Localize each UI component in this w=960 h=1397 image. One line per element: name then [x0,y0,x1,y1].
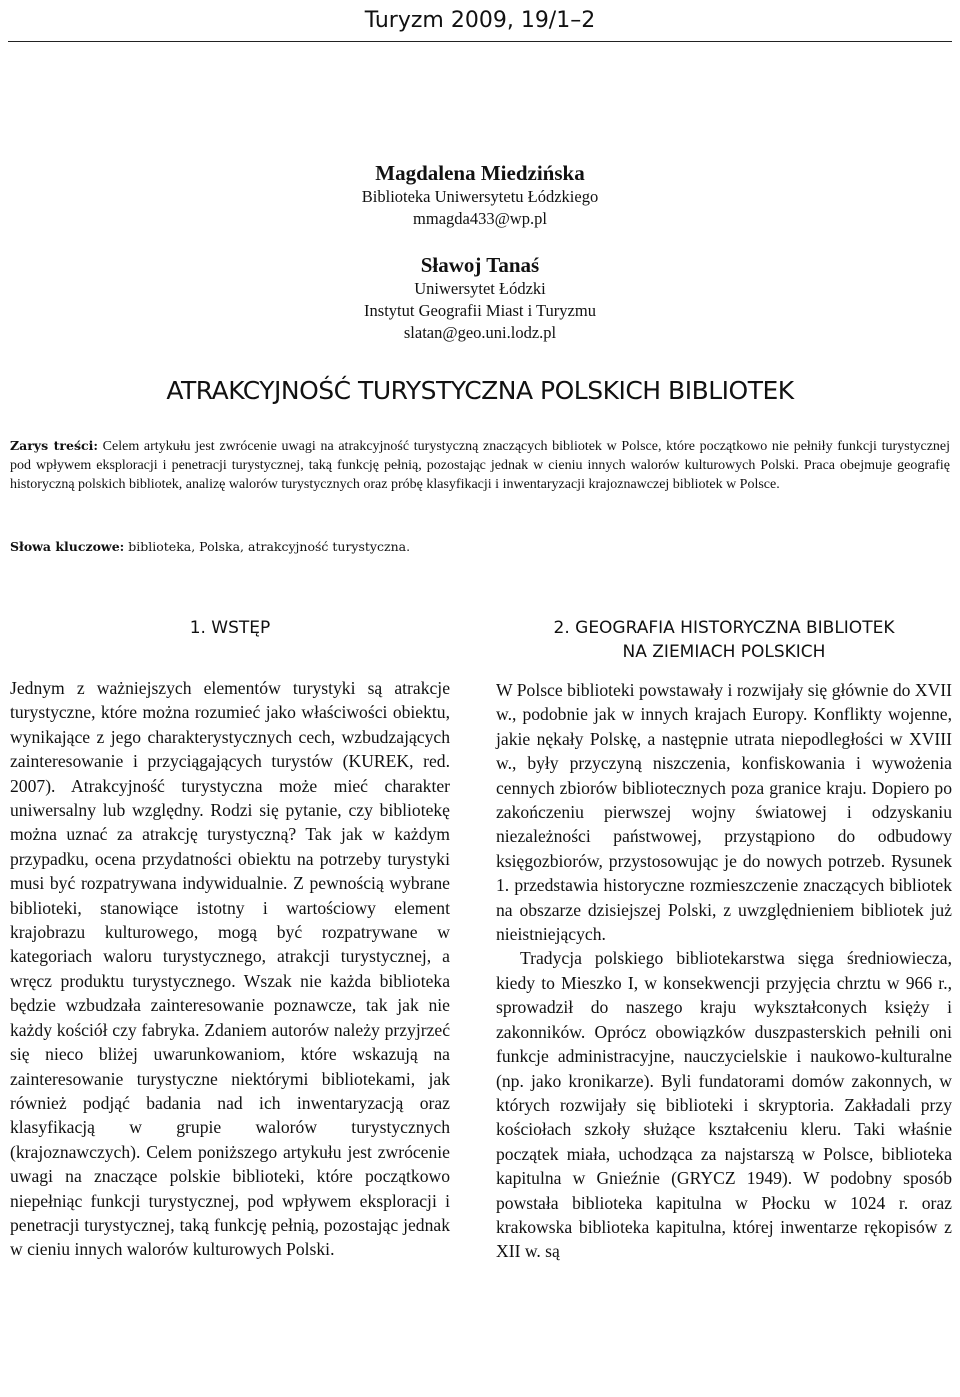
keywords-text: biblioteka, Polska, atrakcyjność turystyczna. [128,539,411,554]
abstract-label: Zarys treści [10,438,94,453]
keywords-label: Słowa kluczowe [10,539,120,554]
column-left [10,616,450,1262]
keywords: Słowa kluczowe: biblioteka, Polska, atrakcyjność turystyczna. [10,539,411,554]
author-affiliation: Biblioteka Uniwersytetu Łódzkiego [361,187,599,206]
section-heading-line: 2. GEOGRAFIA HISTORYCZNA BIBLIOTEK [553,618,895,638]
author-name: Magdalena Miedzińska [375,161,585,185]
author-name: Sławoj Tanaś [420,253,540,277]
column-right [496,616,952,1264]
abstract: Zarys treści: Celem artykułu jest zwrócenie uwagi na atrakcyjność turystyczną znaczących bibliotek w Polsce, które początkowo nie pełniły funkcji turystycznej pod wpływem eksploracji i penetracji turystycznej, taką funkcję pełnią, pozostając jednak w cieniu innych walorów kulturowych Polski. Praca obejmuje geografię historyczną polskich bibliotek, analizę walorów turystycznych oraz próbę klasyfikacji i inwentaryzacji krajoznawczej bibliotek w Polsce. [10,438,951,492]
paragraph: Tradycja polskiego bibliotekarstwa sięga średniowiecza, kiedy to Mieszko I, w konsekwencji przyjęcia chrztu w 966 r., sprowadził do naszego kraju wykształconych księży i zakonników. Oprócz obowiązków duszpasterskich pełnili oni funkcje administracyjne, nauczycielskie i naukowo-kulturalne (np. jako kronikarze). Byli fundatorami domów zakonnych, w których rozwijały się biblioteki i skryptoria. Zakładali przy kościołach szkoły służące kształceniu kleru. Taki właśnie początek miała, uchodząca za najstarszą w Polsce, biblioteka kapitulna w Gnieźnie (GRYCZ 1949). W podobny sposób powstała biblioteka kapitulna w Płocku w 1024 r. oraz krakowska biblioteka kapitulna, której inwentarze rękopisów z XII w. są [496,948,952,1262]
author-email: slatan@geo.uni.lodz.pl [403,323,557,342]
author-1 [0,160,960,230]
section-heading [496,616,952,664]
article-title: ATRAKCYJNOŚĆ TURYSTYCZNA POLSKICH BIBLIOTEK [166,376,794,405]
abstract-text: Celem artykułu jest zwrócenie uwagi na atrakcyjność turystyczną znaczących bibliotek w Polsce, które początkowo nie pełniły funkcji turystycznej pod wpływem eksploracji i penetracji turystycznej, taką funkcję pełnią, pozostając jednak w cieniu innych walorów kulturowych Polski. Praca obejmuje geografię historyczną polskich bibliotek, analizę walorów turystycznych oraz próbę klasyfikacji i inwentaryzacji krajoznawczej bibliotek w Polsce. [10,439,951,492]
author-2 [0,252,960,344]
section-heading-line: NA ZIEMIACH POLSKICH [622,642,826,662]
author-affiliation: Instytut Geografii Miast i Turyzmu [364,301,596,320]
author-email: mmagda433@wp.pl [413,209,547,228]
author-affiliation: Uniwersytet Łódzki [414,279,546,298]
header-rule [8,41,952,42]
authors-block [0,160,960,366]
section-heading: 1. WSTĘP [189,618,271,638]
paragraph: Jednym z ważniejszych elementów turystyki są atrakcje turystyczne, które można rozumieć jako właściwości obiektu, wynikające z jego charakterystycznych cech, wzbudzających zainteresowanie i przyciągających turystów (KUREK, red. 2007). Atrakcyjność turystyczna może mieć charakter uniwersalny lub względny. Rodzi się pytanie, czy bibliotekę można uznać za atrakcję turystyczną? Tak jak w każdym przypadku, ocena przydatności obiektu na potrzeby turystyki musi być rozpatrywana indywidualnie. Z pewnością wybrane biblioteki, stanowiące istotny i wartościowy element krajobrazu kulturowego, mogą być rozpatrywane w kategoriach waloru turystycznego, atrakcji turystycznej, a wręcz produktu turystycznego. Wszak nie każda biblioteka będzie wzbudzała zainteresowanie poznawcze, tak jak nie każdy kościół czy fabryka. Zdaniem autorów należy przyjrzeć się nieco bliżej uwarunkowaniom, które wskazują na zainteresowanie turystyczne niektórymi bibliotekami, jak również podjąć badania nad ich inwentaryzacją oraz klasyfikacją w grupie walorów turystycznych (krajoznawczych). Celem poniższego artykułu jest zwrócenie uwagi na znaczące polskie biblioteki, które początkowo niepełniąc funkcji turystycznej, pod wpływem eksploracji i penetracji turystycznej, taką funkcję pełnią, pozostając jednak w cieniu innych walorów kulturowych Polski. [10,678,450,1260]
paragraph: W Polsce biblioteki powstawały i rozwijały się głównie do XVII w., podobnie jak w innych krajach Europy. Konflikty wojenne, jakie nękały Polskę, a następnie utrata niepodległości w XVIII w., były przyczyną niszczenia, konfiskowania i wywożenia cennych zbiorów bibliotecznych poza granice kraju. Dopiero po zakończeniu pierwszej wojny światowej i odzyskaniu niezależności państwowej, przystąpiono do odbudowy księgozbiorów, przystosowując je do nowych potrzeb. Rysunek 1. przedstawia historyczne rozmieszczenie znaczących bibliotek na obszarze dzisiejszej Polski, z uwzględnieniem bibliotek już nieistniejących. [496,680,952,945]
running-head: Turyzm 2009, 19/1–2 [364,8,596,33]
